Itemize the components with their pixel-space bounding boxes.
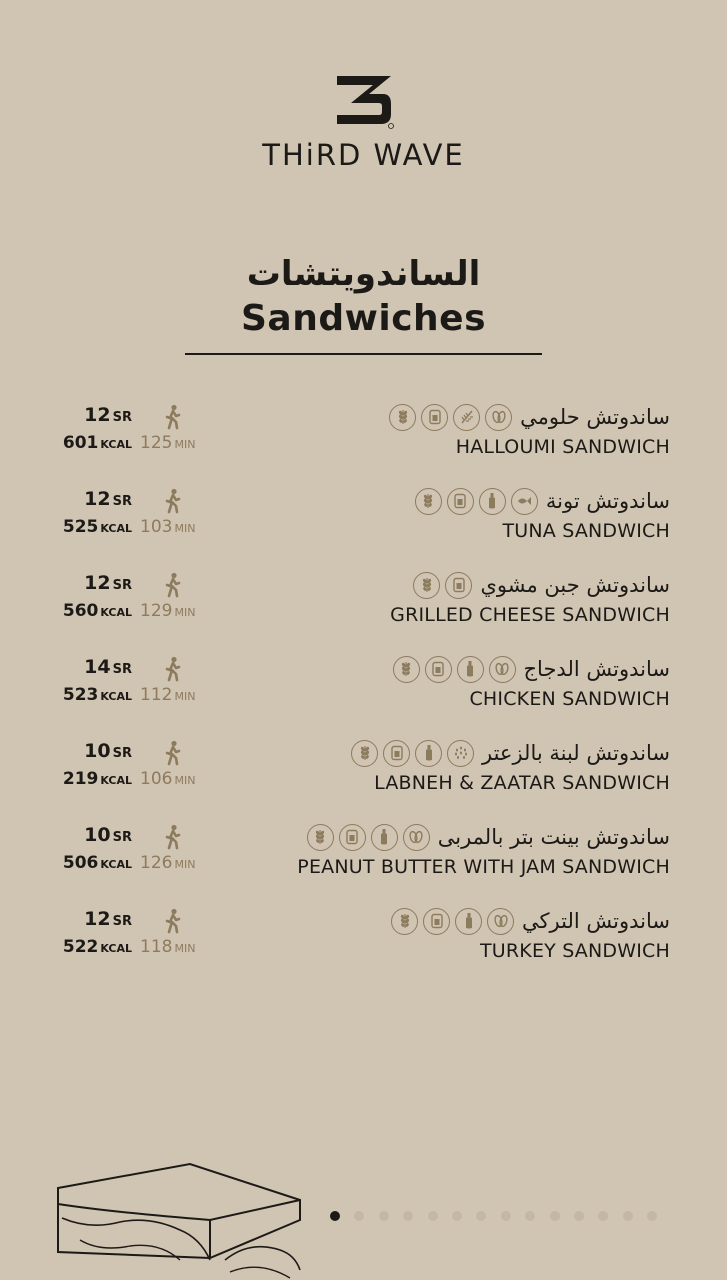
item-walk-minutes: 112 MIN (140, 685, 196, 705)
title-divider (185, 353, 542, 355)
item-walk-minutes: 103 MIN (140, 517, 196, 537)
third-wave-logo-icon (329, 70, 399, 130)
item-name-english: TURKEY SANDWICH (479, 940, 670, 962)
item-name-block (250, 904, 670, 962)
item-price: 14 SR (84, 656, 132, 678)
bottle-icon (479, 488, 506, 515)
item-name-english: TUNA SANDWICH (502, 520, 670, 542)
item-calories: 219 KCAL (62, 769, 132, 789)
item-name-block (250, 400, 670, 458)
pagination-dot[interactable] (452, 1211, 462, 1221)
walking-person-icon (162, 488, 184, 514)
allergen-icons (351, 740, 474, 767)
item-calories: 523 KCAL (62, 685, 132, 705)
bottle-icon (371, 824, 398, 851)
wheat-icon (413, 572, 440, 599)
mustard-icon (453, 404, 480, 431)
walking-person-icon (162, 572, 184, 598)
section-title-english: Sandwiches (240, 298, 487, 339)
wheat-icon (391, 908, 418, 935)
menu-item (0, 400, 727, 484)
pagination-dot[interactable] (428, 1211, 438, 1221)
nut-icon (489, 656, 516, 683)
item-name-english: CHICKEN SANDWICH (469, 688, 670, 710)
item-calories: 601 KCAL (62, 433, 132, 453)
pagination-dot[interactable] (379, 1211, 389, 1221)
milk-icon (423, 908, 450, 935)
item-name-english: GRILLED CHEESE SANDWICH (390, 604, 670, 626)
walking-person-icon (162, 824, 184, 850)
item-name-english: HALLOUMI SANDWICH (455, 436, 670, 458)
item-price: 10 SR (84, 740, 132, 762)
item-price: 12 SR (84, 908, 132, 930)
nut-icon (485, 404, 512, 431)
item-price: 12 SR (84, 404, 132, 426)
pagination-dot[interactable] (598, 1211, 608, 1221)
item-name-arabic: ساندوتش الدجاج (523, 657, 670, 681)
wheat-icon (393, 656, 420, 683)
allergen-icons (391, 908, 514, 935)
item-name-block (250, 736, 670, 794)
pagination-dot[interactable] (623, 1211, 633, 1221)
pagination-dot[interactable] (647, 1211, 657, 1221)
allergen-icons (389, 404, 512, 431)
item-name-arabic: ساندوتش تونة (545, 489, 670, 513)
walking-person-icon (162, 908, 184, 934)
pagination-dot[interactable] (354, 1211, 364, 1221)
milk-icon (445, 572, 472, 599)
brand-name: THiRD WAVE (262, 138, 465, 172)
pagination-dot[interactable] (550, 1211, 560, 1221)
item-walk-minutes: 106 MIN (140, 769, 196, 789)
brand-logo (0, 70, 727, 172)
item-name-arabic: ساندوتش جبن مشوي (480, 573, 670, 597)
item-name-block (250, 820, 670, 878)
walking-person-icon (162, 404, 184, 430)
bottle-icon (455, 908, 482, 935)
item-name-arabic: ساندوتش حلومي (520, 405, 670, 429)
menu-item (0, 484, 727, 568)
pagination-dot[interactable] (403, 1211, 413, 1221)
sesame-icon (447, 740, 474, 767)
item-name-english: LABNEH & ZAATAR SANDWICH (374, 772, 670, 794)
walking-person-icon (162, 740, 184, 766)
milk-icon (339, 824, 366, 851)
pagination-dots (330, 1211, 657, 1221)
bottle-icon (415, 740, 442, 767)
item-calories: 522 KCAL (62, 937, 132, 957)
pagination-dot[interactable] (525, 1211, 535, 1221)
item-name-block (250, 652, 670, 710)
sandwich-illustration-icon (50, 1160, 310, 1280)
allergen-icons (415, 488, 538, 515)
pagination-dot[interactable] (574, 1211, 584, 1221)
item-price: 10 SR (84, 824, 132, 846)
nut-icon (487, 908, 514, 935)
item-walk-minutes: 118 MIN (140, 937, 196, 957)
item-walk-minutes: 125 MIN (140, 433, 196, 453)
item-price: 12 SR (84, 488, 132, 510)
nut-icon (403, 824, 430, 851)
menu-item (0, 904, 727, 988)
pagination-dot[interactable] (476, 1211, 486, 1221)
item-calories: 506 KCAL (62, 853, 132, 873)
pagination-dot[interactable] (330, 1211, 340, 1221)
bottle-icon (457, 656, 484, 683)
menu-item (0, 820, 727, 904)
menu-item (0, 736, 727, 820)
milk-icon (447, 488, 474, 515)
item-name-block (250, 484, 670, 542)
item-name-arabic: ساندوتش بينت بتر بالمربى (437, 825, 670, 849)
menu-item (0, 568, 727, 652)
item-name-english: PEANUT BUTTER WITH JAM SANDWICH (297, 856, 670, 878)
item-name-arabic: ساندوتش لبنة بالزعتر (482, 741, 670, 765)
section-title-arabic: الساندويتشات (246, 254, 481, 294)
menu-item (0, 652, 727, 736)
item-name-arabic: ساندوتش التركي (522, 909, 670, 933)
item-calories: 560 KCAL (62, 601, 132, 621)
wheat-icon (307, 824, 334, 851)
item-walk-minutes: 129 MIN (140, 601, 196, 621)
item-name-block (250, 568, 670, 626)
wheat-icon (389, 404, 416, 431)
milk-icon (383, 740, 410, 767)
milk-icon (425, 656, 452, 683)
pagination-dot[interactable] (501, 1211, 511, 1221)
fish-icon (511, 488, 538, 515)
item-price: 12 SR (84, 572, 132, 594)
walking-person-icon (162, 656, 184, 682)
allergen-icons (413, 572, 472, 599)
allergen-icons (393, 656, 516, 683)
item-walk-minutes: 126 MIN (140, 853, 196, 873)
milk-icon (421, 404, 448, 431)
wheat-icon (351, 740, 378, 767)
allergen-icons (307, 824, 430, 851)
wheat-icon (415, 488, 442, 515)
item-calories: 525 KCAL (62, 517, 132, 537)
